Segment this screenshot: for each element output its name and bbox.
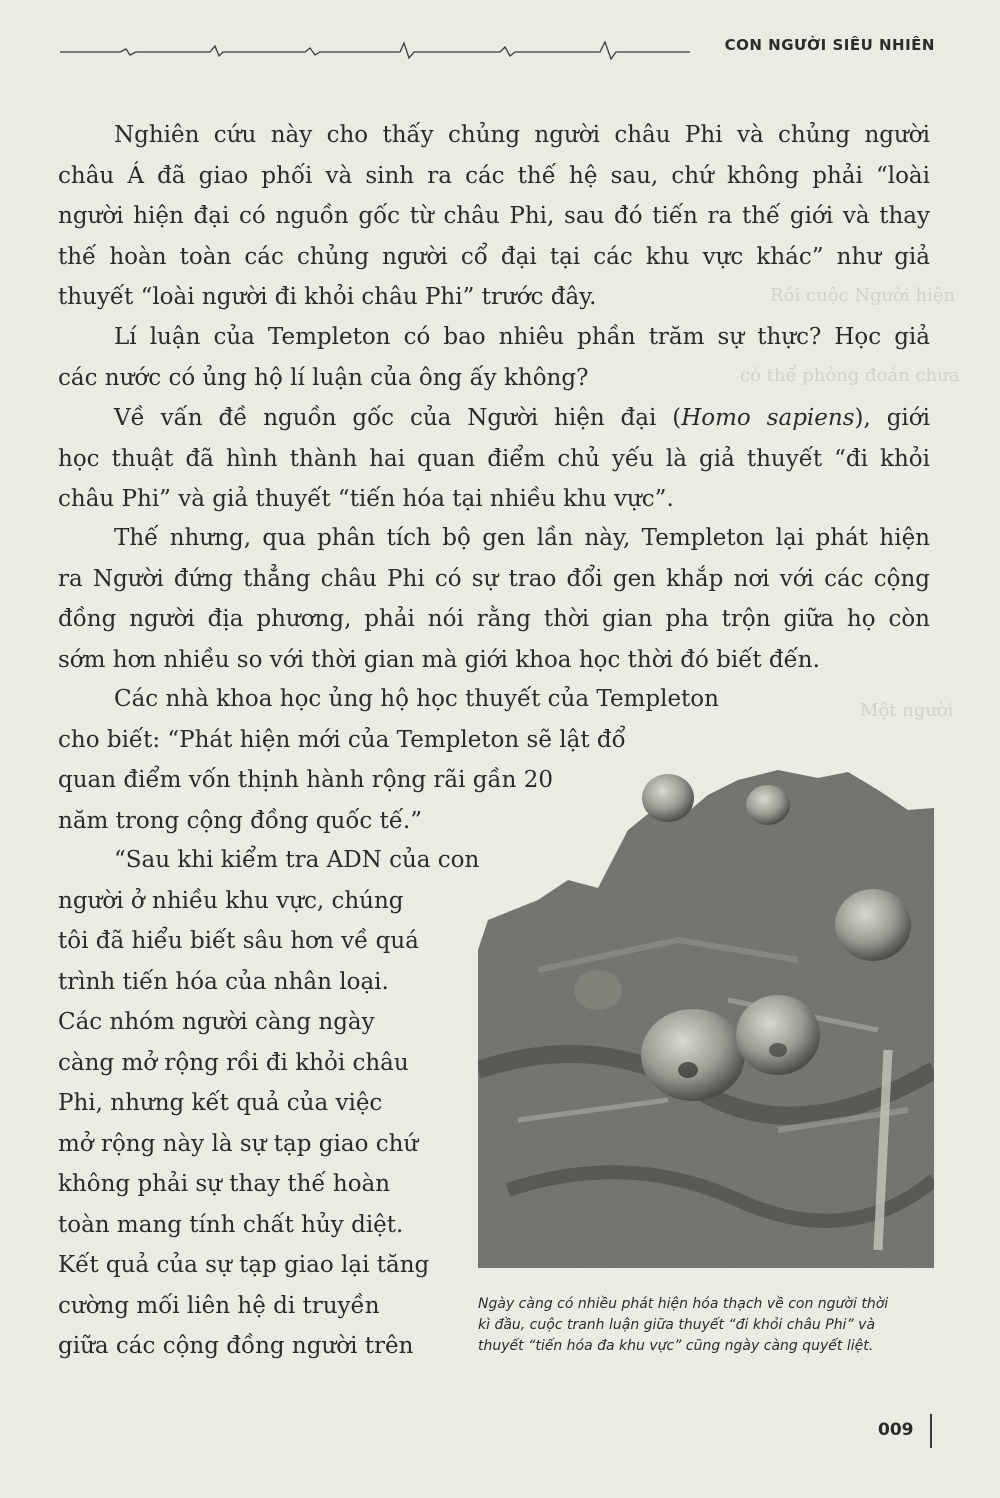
text-line: Các nhà khoa học ủng hộ học thuyết của Templeton: [114, 686, 719, 712]
text-line: Phi, nhưng kết quả của việc: [58, 1090, 383, 1116]
text-line: người hiện đại có nguồn gốc từ châu Phi, sau đó tiến ra thế giới và thay: [58, 203, 930, 229]
caption-line: thuyết “tiến hóa đa khu vực” cũng ngày càng quyết liệt.: [478, 1338, 874, 1354]
text-line: Nghiên cứu này cho thấy chủng người châu Phi và chủng người: [114, 122, 930, 148]
bleed-through-text: Một người: [860, 700, 954, 721]
paragraph-6: [58, 840, 480, 1367]
figure-caption: [478, 1294, 938, 1357]
caption-line: Ngày càng có nhiều phát hiện hóa thạch về con người thời: [478, 1296, 889, 1312]
species-name: Homo sapiens: [681, 405, 855, 431]
paragraph-3: [58, 398, 930, 520]
page-number: 009: [878, 1420, 914, 1440]
paragraph-1: [58, 115, 930, 318]
heartbeat-line-ornament: [60, 28, 690, 68]
bleed-through-text: có thể phỏng đoán chưa: [740, 365, 960, 386]
paragraph-2: [58, 317, 930, 398]
text-line: không phải sự thay thế hoàn: [58, 1171, 391, 1197]
text-line: trình tiến hóa của nhân loại.: [58, 968, 389, 995]
text-line: càng mở rộng rồi đi khỏi châu: [58, 1049, 409, 1076]
text-line: năm trong cộng đồng quốc tế.”: [58, 807, 423, 834]
text-line: ra Người đứng thẳng châu Phi có sự trao đổi gen khắp nơi với các cộng: [58, 565, 930, 592]
text-line: “Sau khi kiểm tra ADN của con: [114, 847, 480, 873]
text-line: quan điểm vốn thịnh hành rộng rãi gần 20: [58, 767, 553, 793]
fossil-excavation-photo: [478, 770, 934, 1268]
text-line: các nước có ủng hộ lí luận của ông ấy không?: [58, 364, 589, 391]
text-line: toàn mang tính chất hủy diệt.: [58, 1211, 404, 1238]
running-header-title: CON NGƯỜI SIÊU NHIÊN: [724, 36, 935, 54]
text-line: Lí luận của Templeton có bao nhiêu phần trăm sự thực? Học giả: [114, 324, 930, 350]
text-line: cường mối liên hệ di truyền: [58, 1292, 380, 1319]
text-line: sớm hơn nhiều so với thời gian mà giới khoa học thời đó biết đến.: [58, 646, 820, 673]
text-line: thế hoàn toàn các chủng người cổ đại tại các khu vực khác” như giả: [58, 243, 930, 270]
text-line: tôi đã hiểu biết sâu hơn về quá: [58, 928, 419, 954]
text-line: người ở nhiều khu vực, chúng: [58, 887, 404, 914]
text-line: châu Phi” và giả thuyết “tiến hóa tại nhiều khu vực”.: [58, 486, 674, 512]
text-line: Kết quả của sự tạp giao lại tăng: [58, 1252, 430, 1278]
text-run: Về vấn đề nguồn gốc của Người hiện đại (: [114, 405, 682, 431]
text-line: học thuật đã hình thành hai quan điểm chủ yếu là giả thuyết “đi khỏi: [58, 445, 930, 472]
text-line: Thế nhưng, qua phân tích bộ gen lần này, Templeton lại phát hiện: [114, 525, 930, 551]
running-header: [60, 28, 935, 68]
text-run: ), giới: [854, 405, 930, 431]
text-line: mở rộng này là sự tạp giao chứ: [58, 1130, 419, 1157]
text-line: châu Á đã giao phối và sinh ra các thế hệ sau, chứ không phải “loài: [58, 162, 930, 189]
text-line: thuyết “loài người đi khỏi châu Phi” trước đây.: [58, 284, 597, 310]
text-line: cho biết: “Phát hiện mới của Templeton sẽ lật đổ: [58, 726, 626, 753]
text-line: Các nhóm người càng ngày: [58, 1009, 375, 1035]
text-line: đồng người địa phương, phải nói rằng thời gian pha trộn giữa họ còn: [58, 606, 930, 632]
page-number-rule: [930, 1414, 932, 1448]
paragraph-4: [58, 518, 930, 680]
caption-line: kì đầu, cuộc tranh luận giữa thuyết “đi khỏi châu Phi” và: [478, 1317, 876, 1333]
bleed-through-text: Rồi cuộc Người hiện: [770, 285, 956, 306]
text-line: [58, 398, 930, 439]
text-line: giữa các cộng đồng người trên: [58, 1333, 414, 1359]
